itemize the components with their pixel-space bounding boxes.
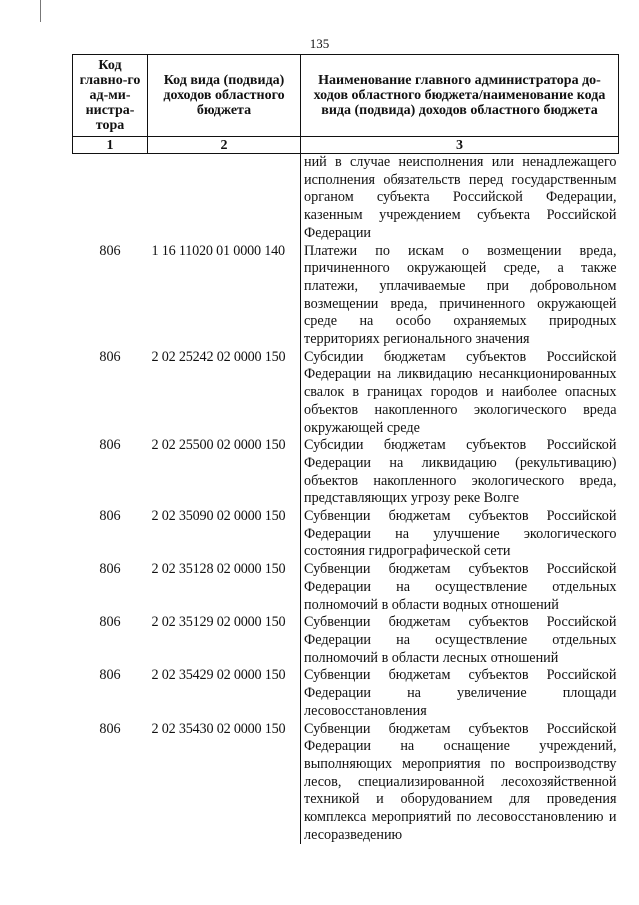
admin-code-cell: 806: [99, 242, 121, 259]
name-cell: Субвенции бюджетам субъектов Российской Федерации на осуществление отдельных полномочий в области лесных отношений: [301, 614, 619, 667]
admin-code-cell: [73, 154, 148, 243]
table-row: [73, 561, 619, 614]
revenue-code-cell: 2 02 35129 02 0000 150: [151, 614, 286, 631]
revenue-code-cell: 2 02 35090 02 0000 150: [151, 508, 286, 525]
name-cell: Субвенции бюджетам субъектов Российской Федерации на оснащение учреждений, выполняющих мероприятия по воспроизводству лесов, специализированной лесохозяйственной техникой и оборудованием для проведения комплекса мероприятий по лесовосстановлению и лесоразведению: [301, 721, 619, 845]
name-cell: Субвенции бюджетам субъектов Российской Федерации на улучшение экологического состояния гидрографической сети: [301, 508, 619, 561]
revenue-code-cell: 2 02 35128 02 0000 150: [151, 561, 286, 578]
table-row: [73, 349, 619, 438]
name-cell: Субсидии бюджетам субъектов Российской Федерации на ликвидацию (рекультивацию) объектов накопленного экологического вреда, представляющих угрозу реке Волге: [301, 437, 619, 508]
revenue-code-cell: 2 02 25500 02 0000 150: [151, 437, 286, 454]
scan-margin-mark: [40, 0, 41, 22]
name-cell: Субсидии бюджетам субъектов Российской Федерации на ликвидацию несанкционированных свалок в границах городов и наиболее опасных объектов накопленного экологического вреда окружающей среде: [301, 349, 619, 438]
admin-code-cell: 806: [99, 667, 121, 684]
revenue-code-cell: [148, 154, 301, 243]
revenue-code-cell: 2 02 35429 02 0000 150: [151, 667, 286, 684]
revenue-code-cell: 2 02 35430 02 0000 150: [151, 720, 286, 737]
column-number-row: [73, 137, 619, 154]
admin-code-cell: 806: [99, 348, 121, 365]
admin-code-cell: 806: [99, 720, 121, 737]
name-cell: Субвенции бюджетам субъектов Российской Федерации на увеличение площади лесовосстановления: [301, 667, 619, 720]
name-cell: ний в случае неисполнения или ненадлежащего исполнения обязательств перед государственным органом субъекта Российской Федерации, казенным учреждением субъекта Российской Федерации: [301, 154, 619, 243]
table-header-row: [73, 55, 619, 137]
table-row: [73, 154, 619, 243]
revenue-codes-table: [72, 54, 619, 844]
column-number: 3: [301, 137, 619, 154]
table-row: [73, 721, 619, 845]
table-row: [73, 667, 619, 720]
table-row: [73, 437, 619, 508]
admin-code-cell: 806: [99, 561, 121, 578]
admin-code-cell: 806: [99, 508, 121, 525]
table-row: [73, 508, 619, 561]
admin-code-cell: 806: [99, 437, 121, 454]
admin-code-cell: 806: [99, 614, 121, 631]
table-row: [73, 614, 619, 667]
name-cell: Субвенции бюджетам субъектов Российской Федерации на осуществление отдельных полномочий в области водных отношений: [301, 561, 619, 614]
header-revenue-code: Код вида (подвида) доходов областного бюджета: [148, 55, 301, 137]
column-number: 2: [148, 137, 301, 154]
revenue-code-cell: 2 02 25242 02 0000 150: [151, 348, 286, 365]
header-name: Наименование главного администратора до-ходов областного бюджета/наименование кода вида (подвида) доходов областного бюджета: [301, 55, 619, 137]
page-number: 135: [309, 36, 330, 51]
name-cell: Платежи по искам о возмещении вреда, причиненного окружающей среде, а также платежи, уплачиваемые при добровольном возмещении вреда, причиненного окружающей среде на особо охраняемых природных территориях регионального значения: [301, 243, 619, 349]
revenue-code-cell: 1 16 11020 01 0000 140: [151, 242, 285, 259]
table-row: [73, 243, 619, 349]
column-number: 1: [73, 137, 148, 154]
header-admin-code: Код главно-го ад-ми-нистра-тора: [73, 55, 148, 137]
